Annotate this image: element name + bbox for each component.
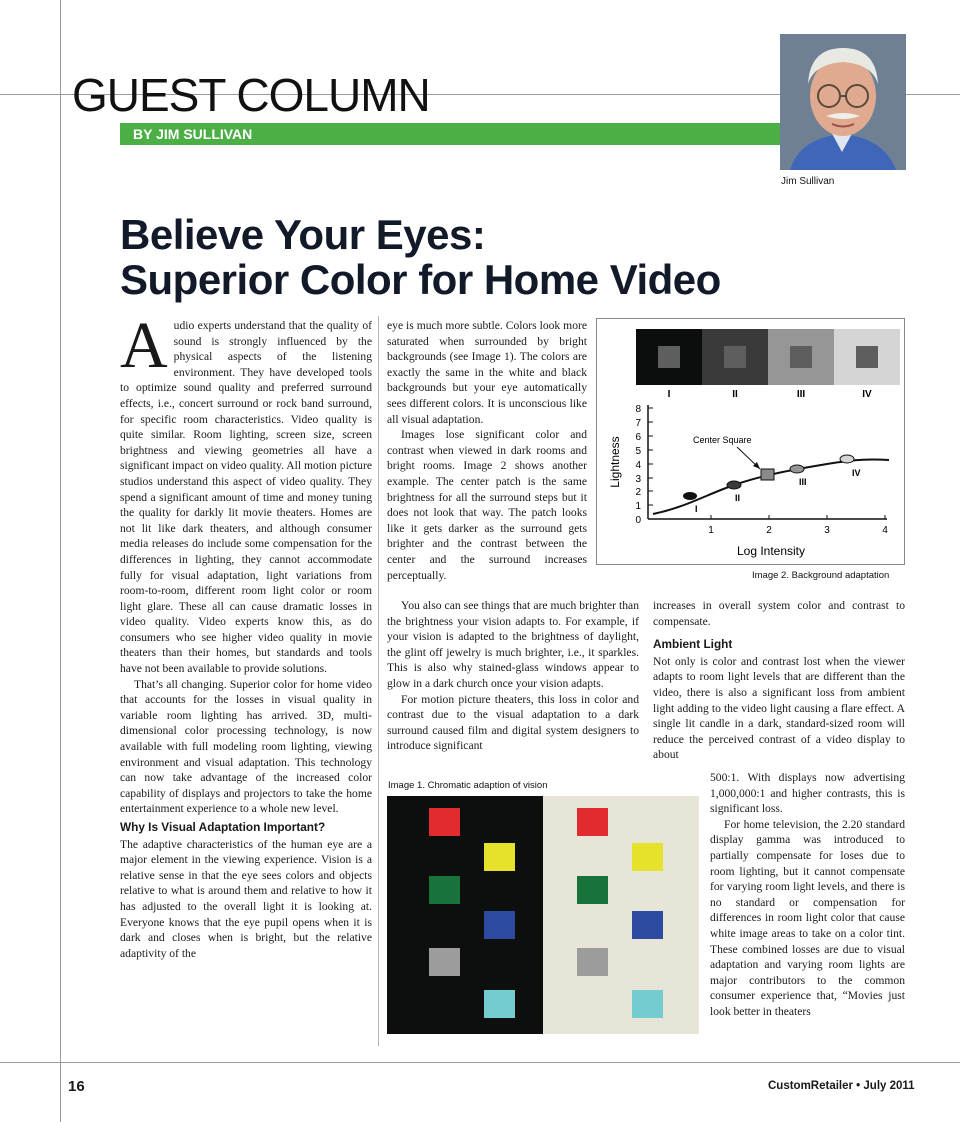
bottom-rule: [0, 1062, 960, 1063]
y-tick-1: 1: [635, 501, 641, 512]
paragraph: That’s all changing. Superior color for home video that accounts for the losses in visual quality in variable room lighting has arrived. 3D, multi-dimensional color processing technology, is now available with full modeling room lighting, viewing environment and visual adaptation. This technology can now take advantage of the increased color capability of displays and projectors to take the home entertainment experience to a whole new level.: [120, 677, 372, 816]
y-tick-2: 2: [635, 487, 641, 498]
paragraph: 500:1. With displays now advertising 1,000,000:1 and higher contrasts, this is significant loss.: [710, 771, 905, 816]
paragraph: Images lose significant color and contrast when viewed in dark rooms and bright rooms. Image 2 shows another example. The center patch is the same brightness for all the surround steps but it does not look that way. The patch looks like it gets darker as the surround gets brighter and the contrast between the center and the surround increases perceptually.: [387, 428, 587, 582]
page-number: 16: [68, 1078, 85, 1095]
point-2: [727, 481, 741, 489]
point-label-2: II: [735, 493, 741, 503]
surround-label-3: III: [796, 389, 806, 400]
x-tick-1: 1: [708, 525, 714, 536]
center-square-marker: [761, 469, 774, 480]
y-tick-5: 5: [635, 446, 641, 457]
photo-caption: Jim Sullivan: [781, 176, 835, 187]
drop-cap: A: [120, 309, 168, 382]
y-tick-6: 6: [635, 432, 641, 443]
paragraph: For home television, the 2.20 standard display gamma was introduced to partially compensate for loses due to room lighting, but it cannot compensate for varying room light levels, and there is no standard or compensation for differences in room light color that cause white image areas to take on a color tint. These combined losses are due to visual adaptation and varying room lights are major contributors to the common consumer experience that, “Movies just look better in theaters: [710, 817, 905, 1018]
author-photo: [780, 34, 906, 170]
white-background: [543, 796, 699, 1034]
center-patch-2: [724, 346, 746, 368]
black-background: [387, 796, 543, 1034]
column-divider: [378, 316, 379, 1046]
y-tick-8: 8: [635, 404, 641, 415]
swatch-white-3: [577, 876, 608, 904]
headline-line-1: Believe Your Eyes:: [120, 211, 486, 258]
swatch-white-1: [577, 808, 608, 836]
point-label-3: III: [799, 477, 807, 487]
image2-figure: [597, 319, 904, 564]
x-tick-4: 4: [882, 525, 888, 536]
image1-caption: Image 1. Chromatic adaption of vision: [388, 780, 548, 791]
center-patch-4: [856, 346, 878, 368]
swatch-black-2: [484, 843, 515, 871]
swatch-black-5: [429, 948, 460, 976]
point-label-4: IV: [852, 468, 861, 478]
swatch-white-5: [577, 948, 608, 976]
swatch-black-3: [429, 876, 460, 904]
column-2-lower: [387, 598, 639, 754]
paragraph: You also can see things that are much brighter than the brightness your vision adapts to. For example, if your vision is adapted to the brightness of daylight, the glint off jewelry is much brighter, i.e., it sparkles. This is also why stained-glass windows appear to glow in a dark church once your vision adapts.: [387, 599, 639, 690]
subheading-visual-adaptation: Why Is Visual Adaptation Important?: [120, 820, 326, 834]
image2-caption: Image 2. Background adaptation: [752, 570, 890, 581]
subheading-ambient-light: Ambient Light: [653, 637, 733, 652]
paragraph-intro: [120, 309, 372, 677]
image2-background-adaptation: [596, 318, 905, 565]
swatch-black-4: [484, 911, 515, 939]
column-3-upper: [653, 598, 905, 763]
x-tick-2: 2: [766, 525, 772, 536]
swatch-white-2: [632, 843, 663, 871]
swatch-black-6: [484, 990, 515, 1018]
paragraph: For motion picture theaters, this loss in color and contrast due to the visual adaptation to a dark surround caused film and digital system designers to introduce significant: [387, 692, 639, 753]
paragraph: Not only is color and contrast lost when the viewer adapts to room light levels that are different than the video, there is also a significant loss from ambient light adding to the video light causing a flare effect. A single lit candle in a dark, standard-sized room will reduce the perceived contrast of a video display to about: [653, 654, 905, 762]
point-label-1: I: [695, 504, 698, 514]
point-4: [840, 455, 854, 463]
swatch-black-1: [429, 808, 460, 836]
y-axis-label: Lightness: [608, 436, 622, 488]
y-tick-4: 4: [635, 460, 641, 471]
point-1: [683, 492, 697, 500]
paragraph: eye is much more subtle. Colors look more saturated when surrounded by bright backgrounds (see Image 1). The colors are exactly the same in the white and black backgrounds but your eye automatically sees different colors. It is unconscious like all visual adaptation.: [387, 319, 587, 426]
point-3: [790, 465, 804, 473]
paragraph: The adaptive characteristics of the human eye are a major element in the viewing experience. Vision is a relative sense in that the eye sees colors and objects relative to what is around them and relative to how it has adjusted to the overall light it is looking at. Everyone knows that the eye pupil opens when it is dark and closes when is bright, but the relative adaptivity of the: [120, 837, 372, 960]
surround-label-2: II: [732, 389, 738, 400]
y-tick-7: 7: [635, 418, 641, 429]
swatch-white-6: [632, 990, 663, 1018]
center-patch-1: [658, 346, 680, 368]
swatch-white-4: [632, 911, 663, 939]
publication-footer: CustomRetailer • July 2011: [768, 1080, 915, 1092]
byline: BY JIM SULLIVAN: [133, 126, 253, 142]
image1-figure: [387, 796, 699, 1034]
column-1: [120, 309, 372, 961]
column-2-upper: [387, 318, 587, 583]
paragraph-intro-text: udio experts understand that the quality of sound is strongly influenced by the physical aspects of the listening environment. They have developed tools to optimize sound quality and preferred surround effects, i.e., concert surround or rock band surround, for specific room characteristics. Video quality is quite similar. Room lighting, screen size, screen brightness and viewing geometries all have a significant impact on video quality. All motion picture studios understand this aspect of video quality. They spend a significant amount of time and money tuning the quality for darkly lit movie theaters. Homes are not lit like dark theaters, and although consumer media releases do include some compensation for the differences in lighting, they cannot accommodate fully for visual adaptation, light variations from room-to-room, different room light color or room light glare. These all can cause dramatic losses in video quality. Video experts know this, as do consumers who see higher video quality in movie theaters than their homes, but standards and tools have not been available to provide solutions.: [120, 319, 372, 676]
article-headline: [120, 212, 721, 302]
image1-chromatic-adaptation: [387, 796, 699, 1034]
x-axis-label: Log Intensity: [736, 544, 806, 558]
left-margin-rule: [60, 0, 61, 1122]
headline-line-2: Superior Color for Home Video: [120, 256, 721, 303]
x-tick-3: 3: [824, 525, 830, 536]
paragraph: increases in overall system color and contrast to compensate.: [653, 599, 905, 628]
surround-label-4: IV: [862, 389, 872, 400]
y-tick-0: 0: [635, 515, 641, 526]
section-kicker: GUEST COLUMN: [72, 69, 430, 121]
author-portrait-illustration: [780, 34, 906, 170]
surround-label-1: I: [667, 389, 671, 400]
center-patch-3: [790, 346, 812, 368]
y-tick-3: 3: [635, 474, 641, 485]
center-square-annotation: Center Square: [693, 435, 752, 445]
column-3-lower: [710, 770, 905, 1020]
